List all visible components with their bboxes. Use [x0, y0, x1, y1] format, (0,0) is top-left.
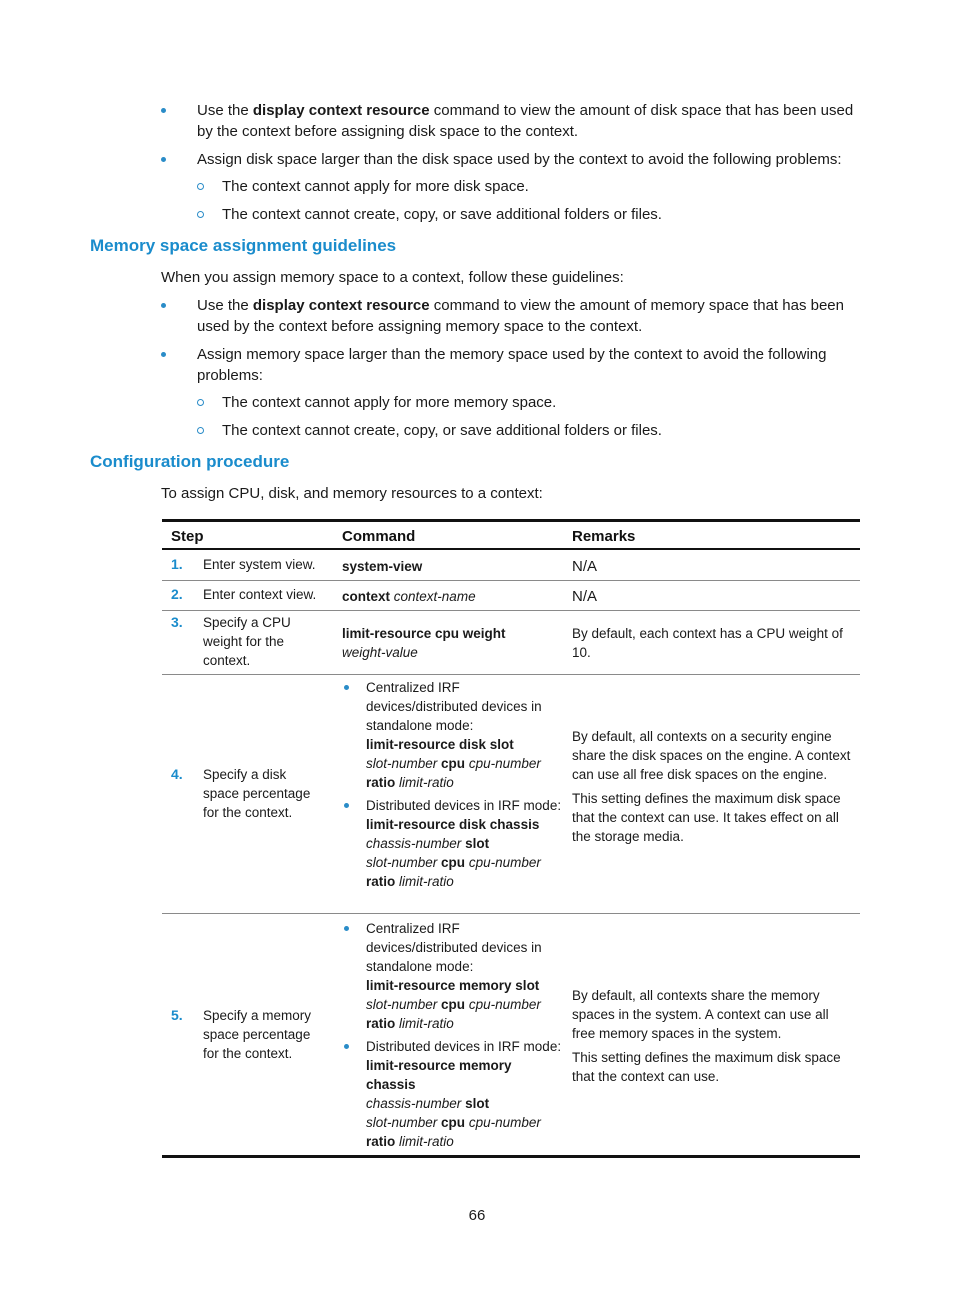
subbullet-disk-1: The context cannot apply for more disk space. [197, 176, 867, 197]
bullet-memory-display: Use the display context resource command to view the amount of memory space that has been used by the context before assigning memory space to the context. [161, 295, 866, 337]
command-cell: limit-resource cpu weight weight-value [342, 626, 506, 660]
config-lead: To assign CPU, disk, and memory resources to a context: [161, 485, 543, 502]
bullet-dot-icon [161, 352, 166, 357]
sub-bullet-ring-icon [197, 427, 204, 434]
command-option: Centralized IRF devices/distributed devices in standalone mode: limit-resource memory slot slot-number cpu cpu-number ratio limit-ratio [342, 919, 562, 1033]
row-divider [162, 674, 860, 675]
heading-memory-guidelines: Memory space assignment guidelines [90, 236, 397, 255]
bullet-dot-icon [161, 303, 166, 308]
command-cell: context context-name [342, 589, 476, 604]
config-table [162, 519, 860, 1158]
step-text: Specify a disk space percentage for the context. [203, 767, 311, 820]
bullet-dot-icon [344, 1044, 349, 1049]
sub-bullet-ring-icon [197, 183, 204, 190]
remarks-cell: By default, each context has a CPU weight of 10. [572, 626, 843, 660]
bullet-dot-icon [344, 926, 349, 931]
remarks-cell: By default, all contexts share the memory spaces in the system. A context can use all free memory spaces in the system. This setting defines the maximum disk space that the context can use. [572, 988, 841, 1084]
header-step: Step [171, 528, 204, 545]
bullet-disk-display: Use the display context resource command to view the amount of disk space that has been used by the context before assigning disk space to the context. [161, 100, 866, 142]
remarks-cell: N/A [572, 588, 598, 605]
step-text: Specify a memory space percentage for the context. [203, 1008, 312, 1061]
bullet-dot-icon [161, 108, 166, 113]
remarks-cell: N/A [572, 558, 598, 575]
bullet-dot-icon [344, 685, 349, 690]
subbullet-disk-2: The context cannot create, copy, or save additional folders or files. [197, 204, 867, 225]
command-option: Distributed devices in IRF mode: limit-resource memory chassis chassis-number slot slot-number cpu cpu-number ratio limit-ratio [342, 1037, 562, 1151]
row-divider [162, 610, 860, 611]
sub-bullet-ring-icon [197, 211, 204, 218]
step-number: 1. [171, 556, 183, 572]
sub-bullet-ring-icon [197, 399, 204, 406]
bullet-dot-icon [344, 803, 349, 808]
remarks-cell: By default, all contexts on a security engine share the disk spaces on the engine. A context can use all free disk spaces on the engine. This setting defines the maximum disk space that the context can use. It takes effect on all the storage media. [572, 729, 851, 844]
command-cell [342, 919, 562, 1151]
step-text: Enter system view. [203, 557, 316, 572]
step-number: 2. [171, 586, 183, 602]
step-text: Enter context view. [203, 587, 317, 602]
table-bottom-rule [162, 1155, 860, 1158]
row-divider [162, 580, 860, 581]
command-cell: system-view [342, 559, 423, 574]
subbullet-memory-2: The context cannot create, copy, or save additional folders or files. [197, 420, 867, 441]
command-option: Distributed devices in IRF mode: limit-resource disk chassis chassis-number slot slot-number cpu cpu-number ratio limit-ratio [342, 796, 562, 891]
memory-lead: When you assign memory space to a context, follow these guidelines: [161, 269, 624, 286]
header-command: Command [342, 528, 416, 545]
command-cell [342, 678, 562, 891]
heading-configuration-procedure: Configuration procedure [90, 452, 290, 471]
subbullet-memory-1: The context cannot apply for more memory space. [197, 392, 867, 413]
bullet-dot-icon [161, 157, 166, 162]
step-text: Specify a CPU weight for the context. [203, 615, 291, 668]
bullet-disk-assign: Assign disk space larger than the disk space used by the context to avoid the following problems: [161, 149, 866, 170]
step-number: 5. [171, 1007, 183, 1023]
table-header-rule [162, 548, 860, 550]
page-number: 66 [468, 1207, 486, 1224]
command-option: Centralized IRF devices/distributed devices in standalone mode: limit-resource disk slot slot-number cpu cpu-number ratio limit-ratio [342, 678, 562, 792]
step-number: 4. [171, 766, 183, 782]
row-divider [162, 913, 860, 914]
step-number: 3. [171, 614, 183, 630]
table-top-rule [162, 519, 860, 522]
header-remarks: Remarks [572, 528, 636, 545]
bullet-memory-assign: Assign memory space larger than the memory space used by the context to avoid the following problems: [161, 344, 866, 386]
